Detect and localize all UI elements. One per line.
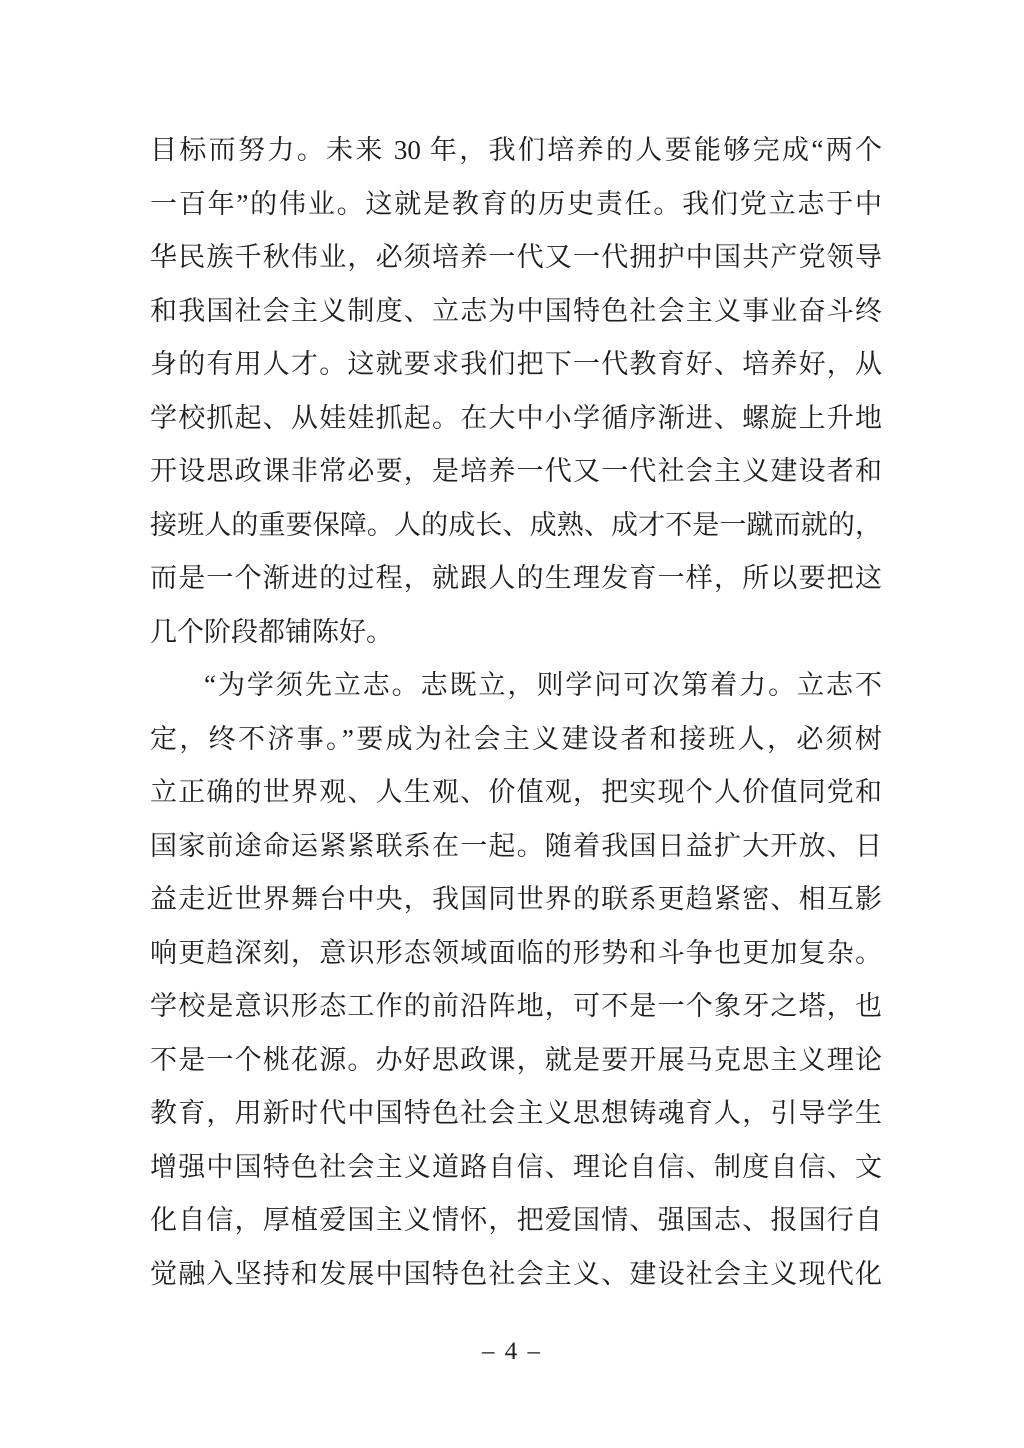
text-line: 一百年”的伟业。这就是教育的历史责任。我们党立志于中	[150, 188, 882, 219]
text-line: 接班人的重要保障。人的成长、成熟、成才不是一蹴而就的，	[150, 509, 882, 540]
text-line: 开设思政课非常必要，是培养一代又一代社会主义建设者和	[150, 456, 882, 486]
text-line: 学校是意识形态工作的前沿阵地，可不是一个象牙之塔，也	[150, 991, 882, 1021]
text-line: 益走近世界舞台中央，我国同世界的联系更趋紧密、相互影	[150, 884, 882, 914]
text-line: 不是一个桃花源。办好思政课，就是要开展马克思主义理论	[150, 1044, 882, 1075]
text-line: 和我国社会主义制度、立志为中国特色社会主义事业奋斗终	[150, 295, 882, 326]
text-line: 而是一个渐进的过程，就跟人的生理发育一样，所以要把这	[150, 563, 882, 593]
text-line: 立正确的世界观、人生观、价值观，把实现个人价值同党和	[150, 777, 882, 807]
text-line: 华民族千秋伟业，必须培养一代又一代拥护中国共产党领导	[150, 242, 882, 272]
text-line: 教育，用新时代中国特色社会主义思想铸魂育人，引导学生	[150, 1098, 882, 1128]
text-line: 国家前途命运紧紧联系在一起。随着我国日益扩大开放、日	[150, 830, 882, 861]
text-line: “为学须先立志。志既立，则学问可次第着力。立志不	[204, 670, 882, 700]
text-line: 化自信，厚植爱国主义情怀，把爱国情、强国志、报国行自	[150, 1205, 882, 1235]
page-number: – 4 –	[482, 1338, 542, 1365]
text-line: 响更趋深刻，意识形态领域面临的形势和斗争也更加复杂。	[150, 937, 882, 968]
text-line: 学校抓起、从娃娃抓起。在大中小学循序渐进、螺旋上升地	[150, 402, 882, 433]
text-line: 定，终不济事。”要成为社会主义建设者和接班人，必须树	[150, 723, 882, 754]
text-line: 觉融入坚持和发展中国特色社会主义、建设社会主义现代化	[150, 1258, 882, 1289]
body-text	[150, 124, 882, 1301]
text-line: 目标而努力。未来 30 年，我们培养的人要能够完成“两个	[150, 135, 882, 165]
text-line: 身的有用人才。这就要求我们把下一代教育好、培养好，从	[150, 349, 882, 379]
text-line: 增强中国特色社会主义道路自信、理论自信、制度自信、文	[150, 1151, 882, 1182]
text-line: 几个阶段都铺陈好。	[150, 616, 393, 647]
